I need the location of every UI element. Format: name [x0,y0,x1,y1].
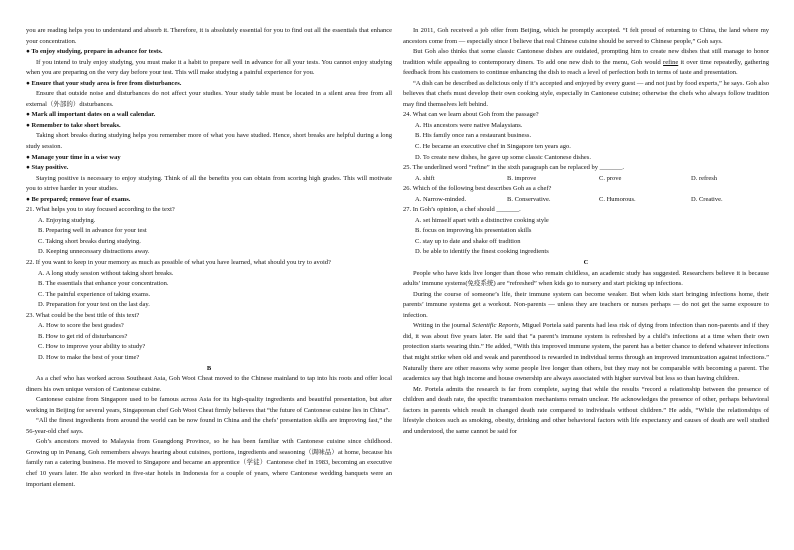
passage-b-paragraph-3: “All the finest ingredients from around the world can be now found in China and the chefs’ presentation skills are improving fast,” the 56-year-old chef says. [26,417,392,435]
question-22-option: D. Preparation for your test on the last day. [38,301,150,309]
tip-heading-1: ● To enjoy studying, prepare in advance for tests. [26,48,163,56]
passage-c-paragraph-4: Mr. Portela admits the research is far from complete, saying that while the results “record a relationship between the presence of children and death rate, the specific transmission mechanisms remain unclear. He acknowledges the presence of other, perhaps behavioral factors in parents which result in changed death rate compared to individuals without children.” He adds, “While the relationships of lifestyle choices such as smoking, obesity, drinking and other behavioral factors with life expectancy and causes of death are well studied and understood, the same cannot be said for [403,385,769,435]
passage-a-intro: you are reading helps you to understand and absorb it. Therefore, it is absolutely essential for you to find out all the essentials that enhance your concentration. [26,27,392,45]
question-27-option: C. stay up to date and shake off tradition [415,237,521,245]
question-27-option: A. set himself apart with a distinctive cooking style [415,216,549,224]
tip-heading-7: ● Be prepared; remove fear of exams. [26,195,131,203]
question-26-option: B. Conservative. [507,195,551,203]
passage-c-paragraph-1: People who have kids live longer than those who remain childless, an academic study has suggested. Researchers believe it is because adults’ immune systems(免疫系统) are “refreshed” when kids go to nursery and start picking up infections. [403,269,769,288]
question-22: 22. If you want to keep in your memory as much as possible of what you have learned, what should you try to avoid? [26,259,331,267]
question-24-option: B. His family once ran a restaurant business. [415,132,532,140]
paragraph-text: Writing in the journal [413,322,473,330]
passage-c-paragraph-2: During the course of someone’s life, their immune system can become weaker. But when kids start bringing infections home, their parents’ immune systems get a workout. Non-parents — unless they are teachers or nurses perhaps — do not get the same exposure to infection. [403,290,769,319]
section-c-heading: C [583,259,589,267]
question-22-option: C. The painful experience of taking exams. [38,290,151,298]
question-26-options [403,195,769,206]
tip-paragraph-1: If you intend to truly enjoy studying, you must make it a habit to prepare well in advance for all your tests. You cannot enjoy studying when you are preparing on the very day before your test. This will make studying a painful experience for you. [26,58,392,77]
question-22-option: B. The essentials that enhance your concentration. [38,280,169,288]
paragraph-text: But Goh also thinks that some classic Cantonese dishes are outdated, prompting him to create new dishes that still manage to honor tradition while appealing to contemporary diners. To add one new dish to the menu, Goh would [403,48,769,66]
question-23-option: D. How to make the best of your time? [38,353,140,361]
question-26: 26. Which of the following best describes Goh as a chef? [403,185,552,193]
question-26-option: C. Humorous. [599,195,636,203]
paragraph-text: , Miguel Portela said parents had less risk of dying from infection than non-parents and if they did, it was about five years later. He said that “a parent’s immune system is refreshed by a child’s infections at a time when their own protection starts wearing thin.” He added, “With this improved immune system, the parent has a better chance to defend whatever infections that might strike when old and weak and parenthood is rewarded in individual terms through an improved immunization against infections.” Naturally there are other reasons why some people live longer than others, but they may not be comparable with becoming a parent. The academics say that high income and house ownership are always associated with higher survival but less so than having children. [403,322,769,383]
question-22-option: A. A long study session without taking short breaks. [38,269,174,277]
left-column [26,26,392,490]
tip-paragraph-2: Ensure that outside noise and disturbances do not affect your studies. Your study table must be located in a silent area free from all external（外部的）disturbances. [26,90,392,108]
tip-paragraph-6: Staying positive is necessary to enjoy studying. Think of all the benefits you can obtain from scoring high grades. This will motivate you to strive harder in your studies. [26,174,392,193]
question-23-option: A. How to score the best grades? [38,322,124,330]
tip-heading-4: ● Remember to take short breaks. [26,121,121,129]
question-21-option: C. Taking short breaks during studying. [38,237,141,245]
journal-title: Scientific Reports [472,322,519,330]
question-23-option: C. How to improve your ability to study? [38,343,146,351]
question-24-option: C. He became an executive chef in Singapore ten years ago. [415,143,571,151]
question-21-option: A. Enjoying studying. [38,216,96,224]
question-27-option: B. focus on improving his presentation skills [415,227,532,235]
passage-b-paragraph-2: Cantonese cuisine from Singapore used to be famous across Asia for its high-quality ingredients and beautiful presentation, but after working in Beijing for several years, Singaporean chef Goh Wooi Cheat firmly believes that “the future of Cantonese cuisine lies in China”. [26,396,392,414]
question-21: 21. What helps you to stay focused according to the text? [26,206,175,214]
question-24: 24. What can we learn about Goh from the passage? [403,111,539,119]
question-27: 27. In Goh’s opinion, a chef should _______. [403,206,521,214]
tip-heading-5: ● Manage your time in a wise way [26,153,121,161]
tip-paragraph-4: Taking short breaks during studying helps you remember more of what you have studied. Hence, short breaks are helpful during a long study session. [26,132,392,151]
passage-b-paragraph-7: “A dish can be described as delicious only if it’s accepted and enjoyed by every guest — and not just by food experts,” he says. Goh also believes that chefs must develop their own cooking style, especially in Cantonese cuisine; otherwise the chefs who always follow tradition may find themselves left behind. [403,79,769,108]
question-21-option: D. Keeping unnecessary distractions away. [38,248,150,256]
question-25: 25. The underlined word “refine” in the sixth paragraph can be replaced by _______. [403,164,624,172]
question-23-option: B. How to get rid of disturbances? [38,332,128,340]
tip-heading-3: ● Mark all important dates on a wall calendar. [26,111,156,119]
section-b-heading: B [206,364,212,372]
question-24-option: D. To create new dishes, he gave up some classic Cantonese dishes. [415,153,591,161]
passage-b-paragraph-4: Goh’s ancestors moved to Malaysia from Guangdong Province, so he has been familiar with Cantonese cuisine since childhood. Growing up in Penang, Goh remembers always hearing about cuisines, portions, ingredients and seasoning（调味品）at home, because his family ran a catering business. He moved to Singapore and became an apprentice（学徒）Cantonese chef in 1983, becoming an executive chef 10 years later. He also worked in five-star hotels in Indonesia for a couple of years, where Cantonese wedding banquets were an important element. [26,438,392,488]
paragraph-text: it over time repeatedly, gathering feedback from his customers to continue enhancing the dish to reach a level of perfection both in terms of taste and presentation. [403,58,770,77]
question-26-option: D. Creative. [691,195,723,203]
passage-c-paragraph-3 [403,321,769,384]
question-25-options [403,174,769,185]
question-21-option: B. Preparing well in advance for your test [38,227,147,235]
question-25-option: C. prove [599,174,622,182]
tip-heading-2: ● Ensure that your study area is free from disturbances. [26,79,182,87]
tip-heading-6: ● Stay positive. [26,164,69,172]
question-25-option: B. improve [507,174,537,182]
question-24-option: A. His ancestors were native Malaysians. [415,121,523,129]
question-27-option: D. be able to identify the finest cooking ingredients [415,248,549,256]
question-25-option: A. shift [415,174,435,182]
passage-b-paragraph-5: In 2011, Goh received a job offer from Beijing, which he promptly accepted. “I felt proud of returning to China, the land where my ancestors come from — especially since I believe that real Chinese cuisine should be served to Chinese people,” Goh says. [403,27,769,45]
right-column [403,26,769,437]
passage-b-paragraph-1: As a chef who has worked across Southeast Asia, Goh Wooi Cheat moved to the Chinese mainland to tap into his roots and offer local diners his own unique version of Cantonese cuisine. [26,375,392,393]
question-23: 23. What could be the best title of this text? [26,311,140,319]
question-26-option: A. Narrow-minded. [415,195,467,203]
question-25-option: D. refresh [691,174,717,182]
underlined-word-refine: refine [663,58,679,66]
passage-b-paragraph-6 [403,47,769,79]
